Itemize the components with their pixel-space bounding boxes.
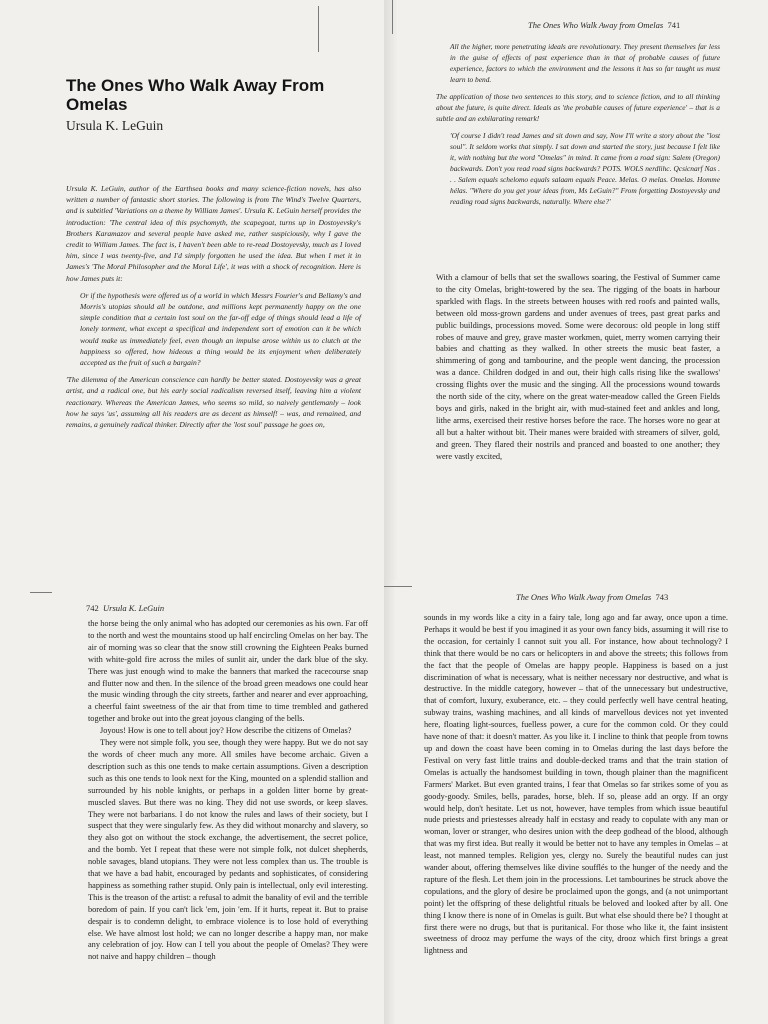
story-body [424, 612, 728, 957]
edge-mark [384, 586, 412, 587]
page-number: 743 [655, 592, 669, 602]
page-743 [384, 580, 768, 1024]
epigraph-quote: All the higher, more penetrating ideals are revolutionary. They present themselves far less in the guise of effects of past experience than in that of probable causes of future experience, factors to which the environment and the lessons it has so far taught us must learn to bend. [450, 42, 720, 84]
story-opening-paragraph: With a clamour of bells that set the swallows soaring, the Festival of Summer came to the city Omelas, bright-towered by the sea. The rigging of the boats in harbour sparkled with flags. In the streets between houses with red roofs and painted walls, between old moss-grown gardens and under avenues of trees, past great parks and public buildings, processions moved. Some were decorous: old people in long stiff robes of mauve and grey, grave master workmen, quiet, merry women carrying their babies and chatting as they walked. In other streets the music beat faster, a shimmering of gong and tambourine, and the people went dancing, the procession was a dance. Children dodged in and out, their high calls rising like the swallows' crossing flights over the music and the singing. All the processions wound towards the north side of the city, where on the great water-meadow called the Green Fields boys and girls, naked in the bright air, with mud-stained feet and ankles and long, lithe arms, exercised their restive horses before the race. The horses wore no gear at all but a halter without bit. Their manes were braided with streamers of silver, gold, and green. They flared their nostrils and pranced and boasted to one another; they were vastly excited, [436, 273, 720, 461]
story-paragraph: sounds in my words like a city in a fairy tale, long ago and far away, once upon a time. Perhaps it would be best if you imagined it as your own fancy bids, assuming it will rise to the occasion, for certainly I cannot suit you all. For instance, how about technology? I think that there would be no cars or helicopters in and above the streets; this follows from the fact that the people of Omelas are happy people. Happiness is based on a just discrimination of what is necessary, what is neither necessary nor destructive, and what is destructive. In the middle category, however – that of the unnecessary but undestructive, that of comfort, luxury, exuberance, etc. – they could perfectly well have central heating, subway trains, washing machines, and all kinds of marvellous devices not yet invented here, floating light-sources, fuelless power, a cure for the common cold. Or they could have none of that: it doesn't matter. As you like it. I incline to think that people from towns up and down the coast have been coming in to Omelas during the last days before the Festival on very fast little trains and double-decked trams and that the train station of Omelas is actually the handsomest building in town, though plainer than the magnificent Farmers' Market. But even granted trains, I fear that Omelas so far strikes some of you as goody-goody. Smiles, bells, parades, horse, bleh. If so, please add an orgy. If an orgy would help, don't hesitate. Let us not, however, have temples from which issue beautiful nude priests and priestesses already half in ecstasy and ready to copulate with any man or woman, lover or stranger, who desires union with the deep godhead of the blood, although that was my first idea. But really it would be better not to have any temples in Omelas – at least, not manned temples. Religion yes, clergy no. Surely the beautiful nudes can just wander about, offering themselves like divine soufflés to the hunger of the needy and the rapture of the flesh. Let them join in the processions. Let tambourines be struck above the copulations, and the glory of desire be proclaimed upon the gongs, and (a not unimportant point) let the offspring of these delightful rituals be beloved and looked after by all. One thing I know there is none of in Omelas is guilt. But what else should there be? I thought at first there were no drugs, but that is puritanical. For those who like it, the faint insistent sweetness of drooz may perfume the ways of the city, drooz which first brings a great lightness and [424, 613, 728, 956]
page-741 [384, 0, 768, 580]
running-head [516, 592, 668, 602]
story-paragraph: the horse being the only animal who has adopted our ceremonies as his own. Far off to the north and west the mountains stood up half encircling Omelas on her bay. The air of morning was so clear that the snow still crowning the Eighteen Peaks burned with white-gold fire across the miles of sunlit air, under the dark blue of the sky. There was just enough wind to make the banners that marked the racecourse snap and flutter now and then. In the silence of the broad green meadows one could hear the music winding through the city streets, farther and nearer and ever approaching, a cheerful faint sweetness of the air that from time to time trembled and gathered together and broke out into the great joyous clanging of the bells. [88, 619, 368, 724]
page-number: 741 [667, 20, 681, 30]
story-author: Ursula K. LeGuin [66, 118, 164, 133]
page-number: 742 [86, 603, 99, 613]
intro-paragraph: Ursula K. LeGuin, author of the Earthsea books and many science-fiction novels, has also written a number of fantastic short stories. The following is from The Wind's Twelve Quarters, and is subtitled 'Variations on a theme by William James'. Ursula K. LeGuin herself provides the introduction: 'The central idea of this psychomyth, the scapegoat, turns up in Dostoyevsky's Brothers Karamazov and several people have asked me, rather suspiciously, why I gave the credit to William James. The fact is, I haven't been able to re-read Dostoyevsky, much as I loved him, since I was twenty-five, and I'd simply forgotten he used the idea. But when I met it in James's 'The Moral Philosopher and the Moral Life', it was with a shock of recognition. Here is how James puts it: [66, 184, 361, 283]
editor-introduction [66, 183, 361, 436]
story-paragraph: They were not simple folk, you see, though they were happy. But we do not say the words of cheer much any more. All smiles have become archaic. Given a description such as this one tends to make certain assumptions. Given a description such as this one tends to look next for the King, mounted on a splendid stallion and surrounded by his noble knights, or perhaps in a golden litter borne by great-muscled slaves. But there was no king. They did not use swords, or keep slaves. They were not barbarians. I do not know the rules and laws of their society, but I suspect that they were singularly few. As they did without monarchy and slavery, so they also got on without the stock exchange, the advertisement, the secret police, and the bomb. Yet I repeat that these were not simple folk, not dulcet shepherds, noble savages, bland utopians. They were not less complex than us. The trouble is that we have a bad habit, encouraged by pedants and sophisticates, of considering happiness as something rather stupid. Only pain is intellectual, only evil interesting. This is the treason of the artist: a refusal to admit the banality of evil and the terrible boredom of pain. If you can't lick 'em, join 'em. If it hurts, repeat it. But to praise despair is to condemn delight, to embrace violence is to lose hold of everything else. We have almost lost hold; we can no longer describe a happy man, nor make any celebration of joy. How can I tell you about the people of Omelas? They were not naive and happy children – though [88, 738, 368, 962]
page-742 [0, 580, 384, 1024]
spine-shadow [384, 580, 396, 1024]
story-title: The Ones Who Walk Away From Omelas [66, 76, 325, 114]
page-title-spread [0, 0, 384, 580]
intro-closing: 'The dilemma of the American conscience can hardly be better stated. Dostoyevsky was a great artist, and a radical one, but his early social radicalism reversed itself, leaving him a violent reactionary. Whereas the American James, who seems so mild, so naively gentlemanly – look how he says 'us', assuming all his readers are as decent as himself! – was, and remained, and remains, a genuinely radical thinker. Directly after the 'lost soul' passage he goes on, [66, 375, 361, 430]
running-head [528, 20, 680, 30]
james-quote: Or if the hypothesis were offered us of a world in which Messrs Fourier's and Bellamy's and Morris's utopias should all be outdone, and millions kept permanently happy on the one simple condition that a certain lost soul on the far-off edge of things should lead a life of lonely torment, what except a specifical and independent sort of emotion can it be which would make us immediately feel, even though an impulse arose within us to clutch at the happiness so offered, how hideous a thing would be its enjoyment when deliberately accepted as the fruit of such a bargain? [80, 290, 361, 368]
running-head-title: The Ones Who Walk Away from Omelas [528, 20, 664, 30]
edge-mark [318, 6, 319, 52]
story-body [436, 272, 720, 463]
epigraph-commentary: The application of those two sentences to this story, and to science fiction, and to all thinking about the future, is quite direct. Ideals as 'the probable causes of future experience' – that is a subtle and an exhilarating remark! [436, 92, 720, 123]
spine-shadow [384, 0, 398, 580]
epigraph-commentary: 'Of course I didn't read James and sit down and say, Now I'll write a story about the "lost soul". It seldom works that simply. I sat down and started the story, just because I felt like it, with nothing but the word "Omelas" in mind. It came from a road sign: Salem (Oregon) backwards. Don't you read road signs backwards? POTS. WOLS nerdlihc. Qcsicnarf Nas . . . Salem equals schelomo equals salaam equals Peace. Melas. O melas. Omelas. Homme hélas. "Where do you get your ideas from, Ms LeGuin?" From forgetting Dostoyevsky and reading road signs backwards, naturally. Where else?' [450, 131, 720, 206]
running-head [86, 603, 164, 613]
edge-mark [392, 0, 393, 34]
story-paragraph: Joyous! How is one to tell about joy? How describe the citizens of Omelas? [100, 726, 352, 736]
story-body [88, 618, 368, 963]
running-head-title: The Ones Who Walk Away from Omelas [516, 592, 652, 602]
running-head-author: Ursula K. LeGuin [103, 603, 165, 613]
edge-mark [30, 592, 52, 593]
epigraph-block [436, 41, 720, 213]
